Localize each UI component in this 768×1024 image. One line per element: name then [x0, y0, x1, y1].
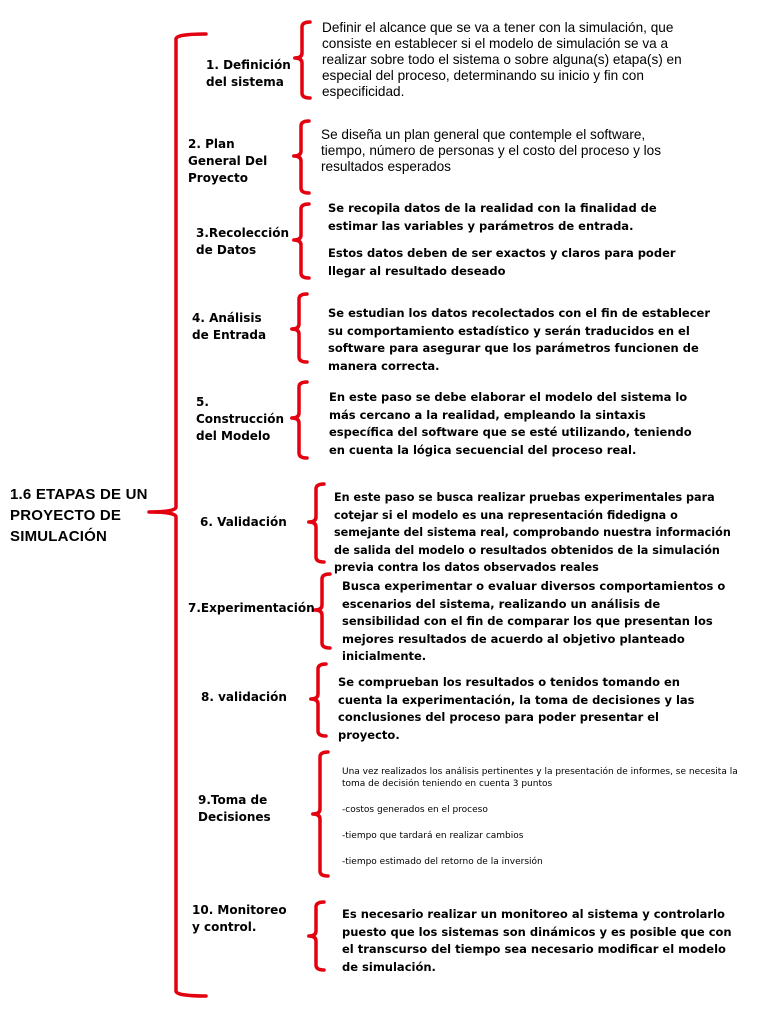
stage-desc-10: [342, 906, 742, 976]
stage-title-6: 6. Validación: [200, 515, 287, 529]
stage-desc-8-text: Se comprueban los resultados o tenidos tomando en cuenta la experimentación, la toma de decisiones y las conclusiones del proceso para poder presentar el proyecto.: [338, 675, 695, 742]
stage-bracket-4: [292, 294, 307, 362]
stage-bracket-10: [309, 902, 324, 970]
stage-desc-9-text-4: -tiempo estimado del retorno de la inversión: [342, 857, 543, 867]
stage-desc-1: [322, 20, 692, 100]
stage-desc-2-text: Se diseña un plan general que contemple el software, tiempo, número de personas y el costo del proceso y los resultados esperados: [321, 127, 662, 174]
stage-bracket-2: [294, 121, 309, 193]
stage-desc-3: [328, 200, 688, 280]
stage-bracket-5: [292, 382, 307, 458]
main-title: 1.6 ETAPAS DE UN PROYECTO DE SIMULACIÓN: [10, 486, 148, 545]
stage-desc-2: [321, 127, 691, 175]
stage-title-10: 10. Monitoreo y control.: [192, 903, 287, 934]
stage-title-8: 8. validación: [201, 690, 287, 704]
stage-desc-1-text: Definir el alcance que se va a tener con la simulación, que consiste en establecer si el modelo de simulación se va a realizar sobre todo el sistema o sobre alguna(s) etapa(s) en especial del proceso, determinando su inicio y fin con especificidad.: [322, 20, 682, 99]
stage-bracket-7: [315, 574, 330, 648]
stage-desc-9: [342, 766, 742, 868]
stage-desc-9-text-2: -costos generados en el proceso: [342, 805, 488, 815]
stage-desc-9-text-3: -tiempo que tardará en realizar cambios: [342, 831, 524, 841]
stage-bracket-8: [311, 664, 326, 736]
stage-desc-3-text-2: Estos datos deben de ser exactos y claros para poder llegar al resultado deseado: [328, 246, 676, 278]
stage-title-1: 1. Definición del sistema: [206, 58, 291, 89]
stage-bracket-9: [313, 752, 328, 876]
stage-title-3: 3.Recolección de Datos: [196, 226, 290, 257]
stage-desc-10-text: Es necesario realizar un monitoreo al sistema y controlarlo puesto que los sistemas son dinámicos y es posible que con el transcurso del tiempo sea necesario modificar el modelo de simulación.: [342, 907, 732, 974]
stage-desc-9-text-1: Una vez realizados los análisis pertinentes y la presentación de informes, se necesita la toma de decisión teniendo en cuenta 3 puntos: [342, 767, 738, 789]
stage-title-7: 7.Experimentación: [188, 601, 315, 615]
stage-desc-5-text: En este paso se debe elaborar el modelo del sistema lo más cercano a la realidad, empleando la sintaxis específica del software que se esté utilizando, teniendo en cuenta la lógica secuencial del proceso real.: [329, 390, 692, 457]
stage-desc-6-text: En este paso se busca realizar pruebas experimentales para cotejar si el modelo es una representación fidedigna o semejante del sistema real, comprobando nuestra información de salida del modelo o resultados obtenidos de la simulación previa contra los datos observados reales: [334, 491, 731, 574]
stage-desc-4-text: Se estudian los datos recolectados con el fin de establecer su comportamiento estadístico y serán traducidos en el software para asegurar que los parámetros funcionen de manera correcta.: [328, 306, 711, 373]
stage-desc-6: [334, 489, 744, 577]
stage-desc-7: [342, 578, 732, 666]
stage-desc-3-text-1: Se recopila datos de la realidad con la finalidad de estimar las variables y parámetros de entrada.: [328, 201, 657, 233]
stage-desc-8: [338, 674, 708, 744]
stage-bracket-3: [294, 204, 309, 278]
stage-desc-4: [328, 305, 718, 375]
stage-title-5: 5. Construcción del Modelo: [196, 395, 285, 443]
stage-bracket-6: [309, 484, 324, 562]
stage-title-2: 2. Plan General Del Proyecto: [188, 137, 268, 185]
stage-desc-7-text: Busca experimentar o evaluar diversos comportamientos o escenarios del sistema, realizando un análisis de sensibilidad con el fin de comparar los que presentan los mejores resultados de acuerdo al objetivo planteado inicialmente.: [342, 579, 726, 663]
stage-title-9: 9.Toma de Decisiones: [198, 793, 271, 824]
stage-desc-5: [329, 389, 699, 459]
stage-title-4: 4. Análisis de Entrada: [192, 311, 267, 342]
